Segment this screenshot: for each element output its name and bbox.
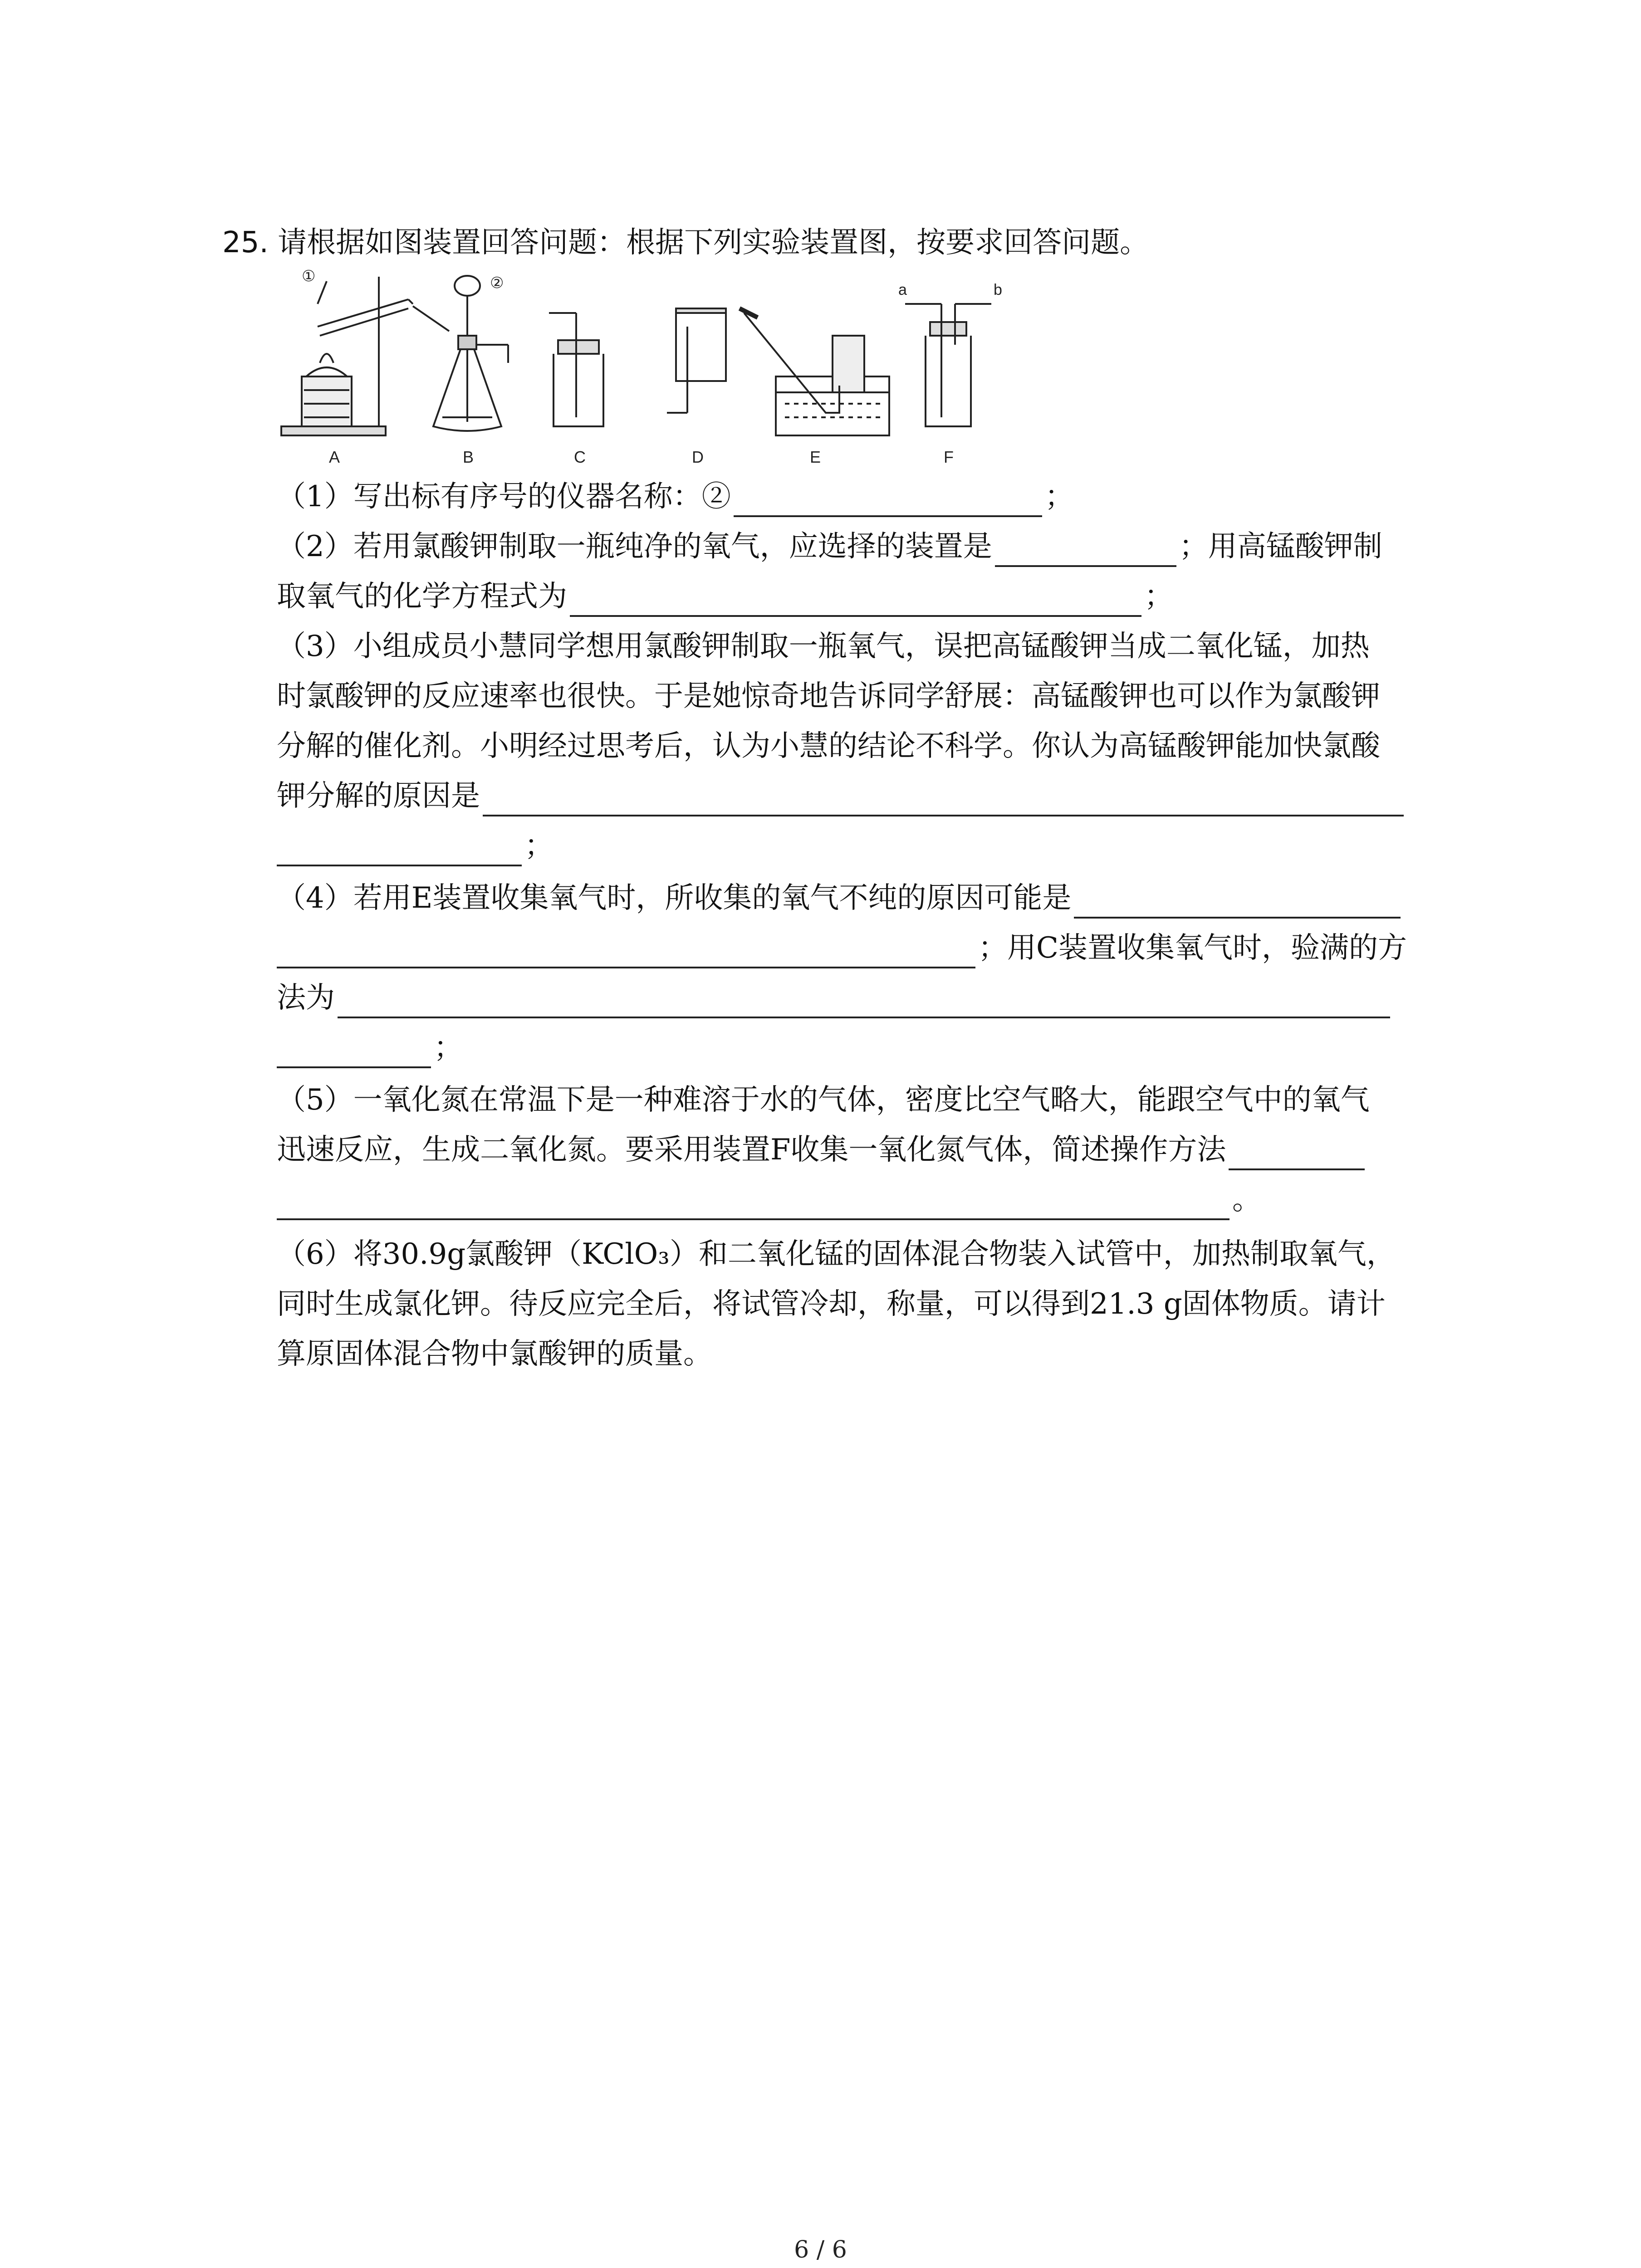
- label-f: F: [944, 448, 954, 466]
- part-5-text-2: 迅速反应，生成二氧化氮。要采用装置F收集一氧化氮气体，简述操作方法: [277, 1133, 1226, 1167]
- part-3-blank-1[interactable]: [483, 783, 1404, 816]
- part-3-line-1: （3）小组成员小慧同学想用氯酸钾制取一瓶氧气，误把高锰酸钾当成二氧化锰，加热: [277, 630, 1370, 663]
- part-3-blank-2[interactable]: [277, 833, 522, 866]
- part-6-line-1: （6）将30.9g氯酸钾（KClO₃）和二氧化锰的固体混合物装入试管中，加热制取氧气，: [277, 1237, 1396, 1271]
- apparatus-d: [667, 308, 726, 413]
- part-3-line-5: [277, 826, 554, 866]
- marker-two: ②: [490, 274, 504, 292]
- part-4-blank-2[interactable]: [277, 935, 975, 968]
- apparatus-e: [740, 308, 889, 435]
- apparatus-c: [549, 313, 603, 426]
- part-4-blank-3[interactable]: [338, 985, 1390, 1018]
- page-number: 6 / 6: [794, 2236, 847, 2263]
- part-6-line-2: 同时生成氯化钾。待反应完全后，将试管冷却，称量，可以得到21.3 g固体物质。请计: [277, 1287, 1386, 1321]
- label-b: B: [463, 448, 474, 466]
- part-1-end: ；: [1044, 480, 1074, 513]
- part-5-blank-1[interactable]: [1229, 1137, 1365, 1170]
- part-5-end: 。: [1232, 1183, 1261, 1217]
- part-4-line-4: [277, 1027, 463, 1068]
- part-3-line-2: 时氯酸钾的反应速率也很快。于是她惊奇地告诉同学舒展：高锰酸钾也可以作为氯酸钾: [277, 679, 1380, 713]
- part-4-line-1: [277, 878, 1403, 919]
- apparatus-a: [281, 277, 449, 435]
- part-2-end-1: ；用高锰酸钾制: [1179, 530, 1382, 563]
- apparatus-figure: [277, 268, 1080, 481]
- part-1-text: （1）写出标有序号的仪器名称：②: [277, 480, 731, 513]
- part-2-text-2: 取氧气的化学方程式为: [277, 580, 567, 613]
- part-1-blank[interactable]: [734, 484, 1042, 517]
- part-6-line-3: 算原固体混合物中氯酸钾的质量。: [277, 1337, 712, 1371]
- part-4-blank-4[interactable]: [277, 1035, 431, 1068]
- part-2-end-2: ；: [1144, 580, 1173, 613]
- part-2-line-1: [277, 526, 1382, 567]
- apparatus-f: [905, 304, 991, 426]
- part-5-blank-2[interactable]: [277, 1187, 1230, 1220]
- part-2-blank-1[interactable]: [995, 533, 1176, 567]
- part-3-text-4: 钾分解的原因是: [277, 779, 480, 813]
- part-3-line-3: 分解的催化剂。小明经过思考后，认为小慧的结论不科学。你认为高锰酸钾能加快氯酸: [277, 729, 1380, 763]
- part-3-end: ；: [524, 829, 554, 863]
- part-4-line-2: [277, 928, 1407, 968]
- part-4-text-1: （4）若用E装置收集氧气时，所收集的氧气不纯的原因可能是: [277, 881, 1072, 915]
- part-2-line-2: [277, 576, 1173, 617]
- part-4-line-3: [277, 978, 1393, 1018]
- part-5-line-1: （5）一氧化氮在常温下是一种难溶于水的气体，密度比空气略大，能跟空气中的氧气: [277, 1083, 1370, 1117]
- part-4-text-3: 法为: [277, 981, 335, 1015]
- part-4-end-2: ；用C装置收集氧气时，验满的方: [978, 931, 1407, 965]
- part-1: [277, 476, 1074, 517]
- part-4-end-4: ；: [434, 1031, 463, 1065]
- part-2-text-1: （2）若用氯酸钾制取一瓶纯净的氧气，应选择的装置是: [277, 530, 992, 563]
- question-title-line: [222, 222, 1149, 263]
- part-3-line-4: [277, 776, 1406, 816]
- part-4-blank-1[interactable]: [1074, 885, 1401, 919]
- label-a: A: [329, 448, 340, 466]
- question-title: 请根据如图装置回答问题：根据下列实验装置图，按要求回答问题。: [278, 226, 1149, 259]
- label-e: E: [810, 448, 821, 466]
- part-5-line-3: [277, 1179, 1261, 1220]
- question-number: 25.: [222, 226, 269, 259]
- marker-b: b: [994, 281, 1002, 298]
- marker-a: a: [898, 281, 907, 298]
- part-2-blank-2[interactable]: [570, 583, 1141, 617]
- marker-one: ①: [302, 268, 316, 285]
- label-c: C: [574, 448, 586, 466]
- apparatus-b: [433, 276, 508, 431]
- label-d: D: [692, 448, 704, 466]
- part-5-line-2: [277, 1129, 1367, 1170]
